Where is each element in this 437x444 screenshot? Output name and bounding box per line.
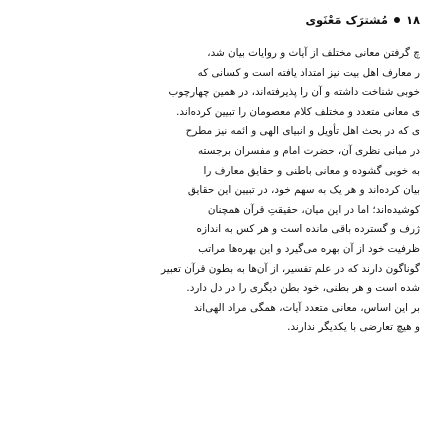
text-line: چ گرفتن معانی مختلف از آیات و روایات بیان شد، <box>207 47 420 59</box>
text-line: خوبی شناخت داشته و آن را پذیرفته‌اند، در همین چهارچوب <box>168 86 420 99</box>
text-line: بیان کرده‌اند و هر یک به سهم خود، در تبیین این حقایق <box>187 184 420 197</box>
text-line: ر معارف اهل بیت نیز امتداد یافته است و کسانی که <box>197 66 420 79</box>
text-line: کوشیده‌اند؛ اما در این میان، حقیقتِ قرآن همچنان <box>207 203 420 216</box>
text-line: در مبانی نظری آن، حضرت امام و مفسران برجسته <box>197 144 420 157</box>
page-number: ۱۸ <box>405 13 420 27</box>
text-line: به خوبی گشوده و معانی باطنی و حقایق معارف را <box>203 164 420 177</box>
text-line: و هیچ تعارضی با یکدیگر ندارند. <box>287 321 420 334</box>
text-line: ی معانی متعدد و مختلف کلام معصومان را تبیین کرده‌اند. <box>176 105 420 118</box>
bullet-icon <box>394 17 400 23</box>
section-title: مُشترَک مَعْنَوی <box>305 13 388 27</box>
text-line: بر این اساس، معانی متعدد آیات، همگی مراد الهی‌اند <box>193 301 420 314</box>
paragraph <box>18 44 420 338</box>
text-line: شده است و هر بطنی، خود بطن دیگری را در دل دارد. <box>186 282 420 295</box>
text-line: ی که در بحث اهل تأویل و انبیای الهی و ائمه نیز مطرح <box>185 125 420 138</box>
text-line: ظرفیت خود از آن بهره می‌گیرد و این بهره‌ها مراتب <box>198 242 420 255</box>
running-header <box>305 13 420 27</box>
text-line: گوناگون دارند که در علم تفسیر، از آن‌ها به بطون قرآن تعبیر <box>161 262 420 275</box>
text-line: ژرف و گسترده باقی مانده است و هر کس به اندازه <box>196 223 420 236</box>
